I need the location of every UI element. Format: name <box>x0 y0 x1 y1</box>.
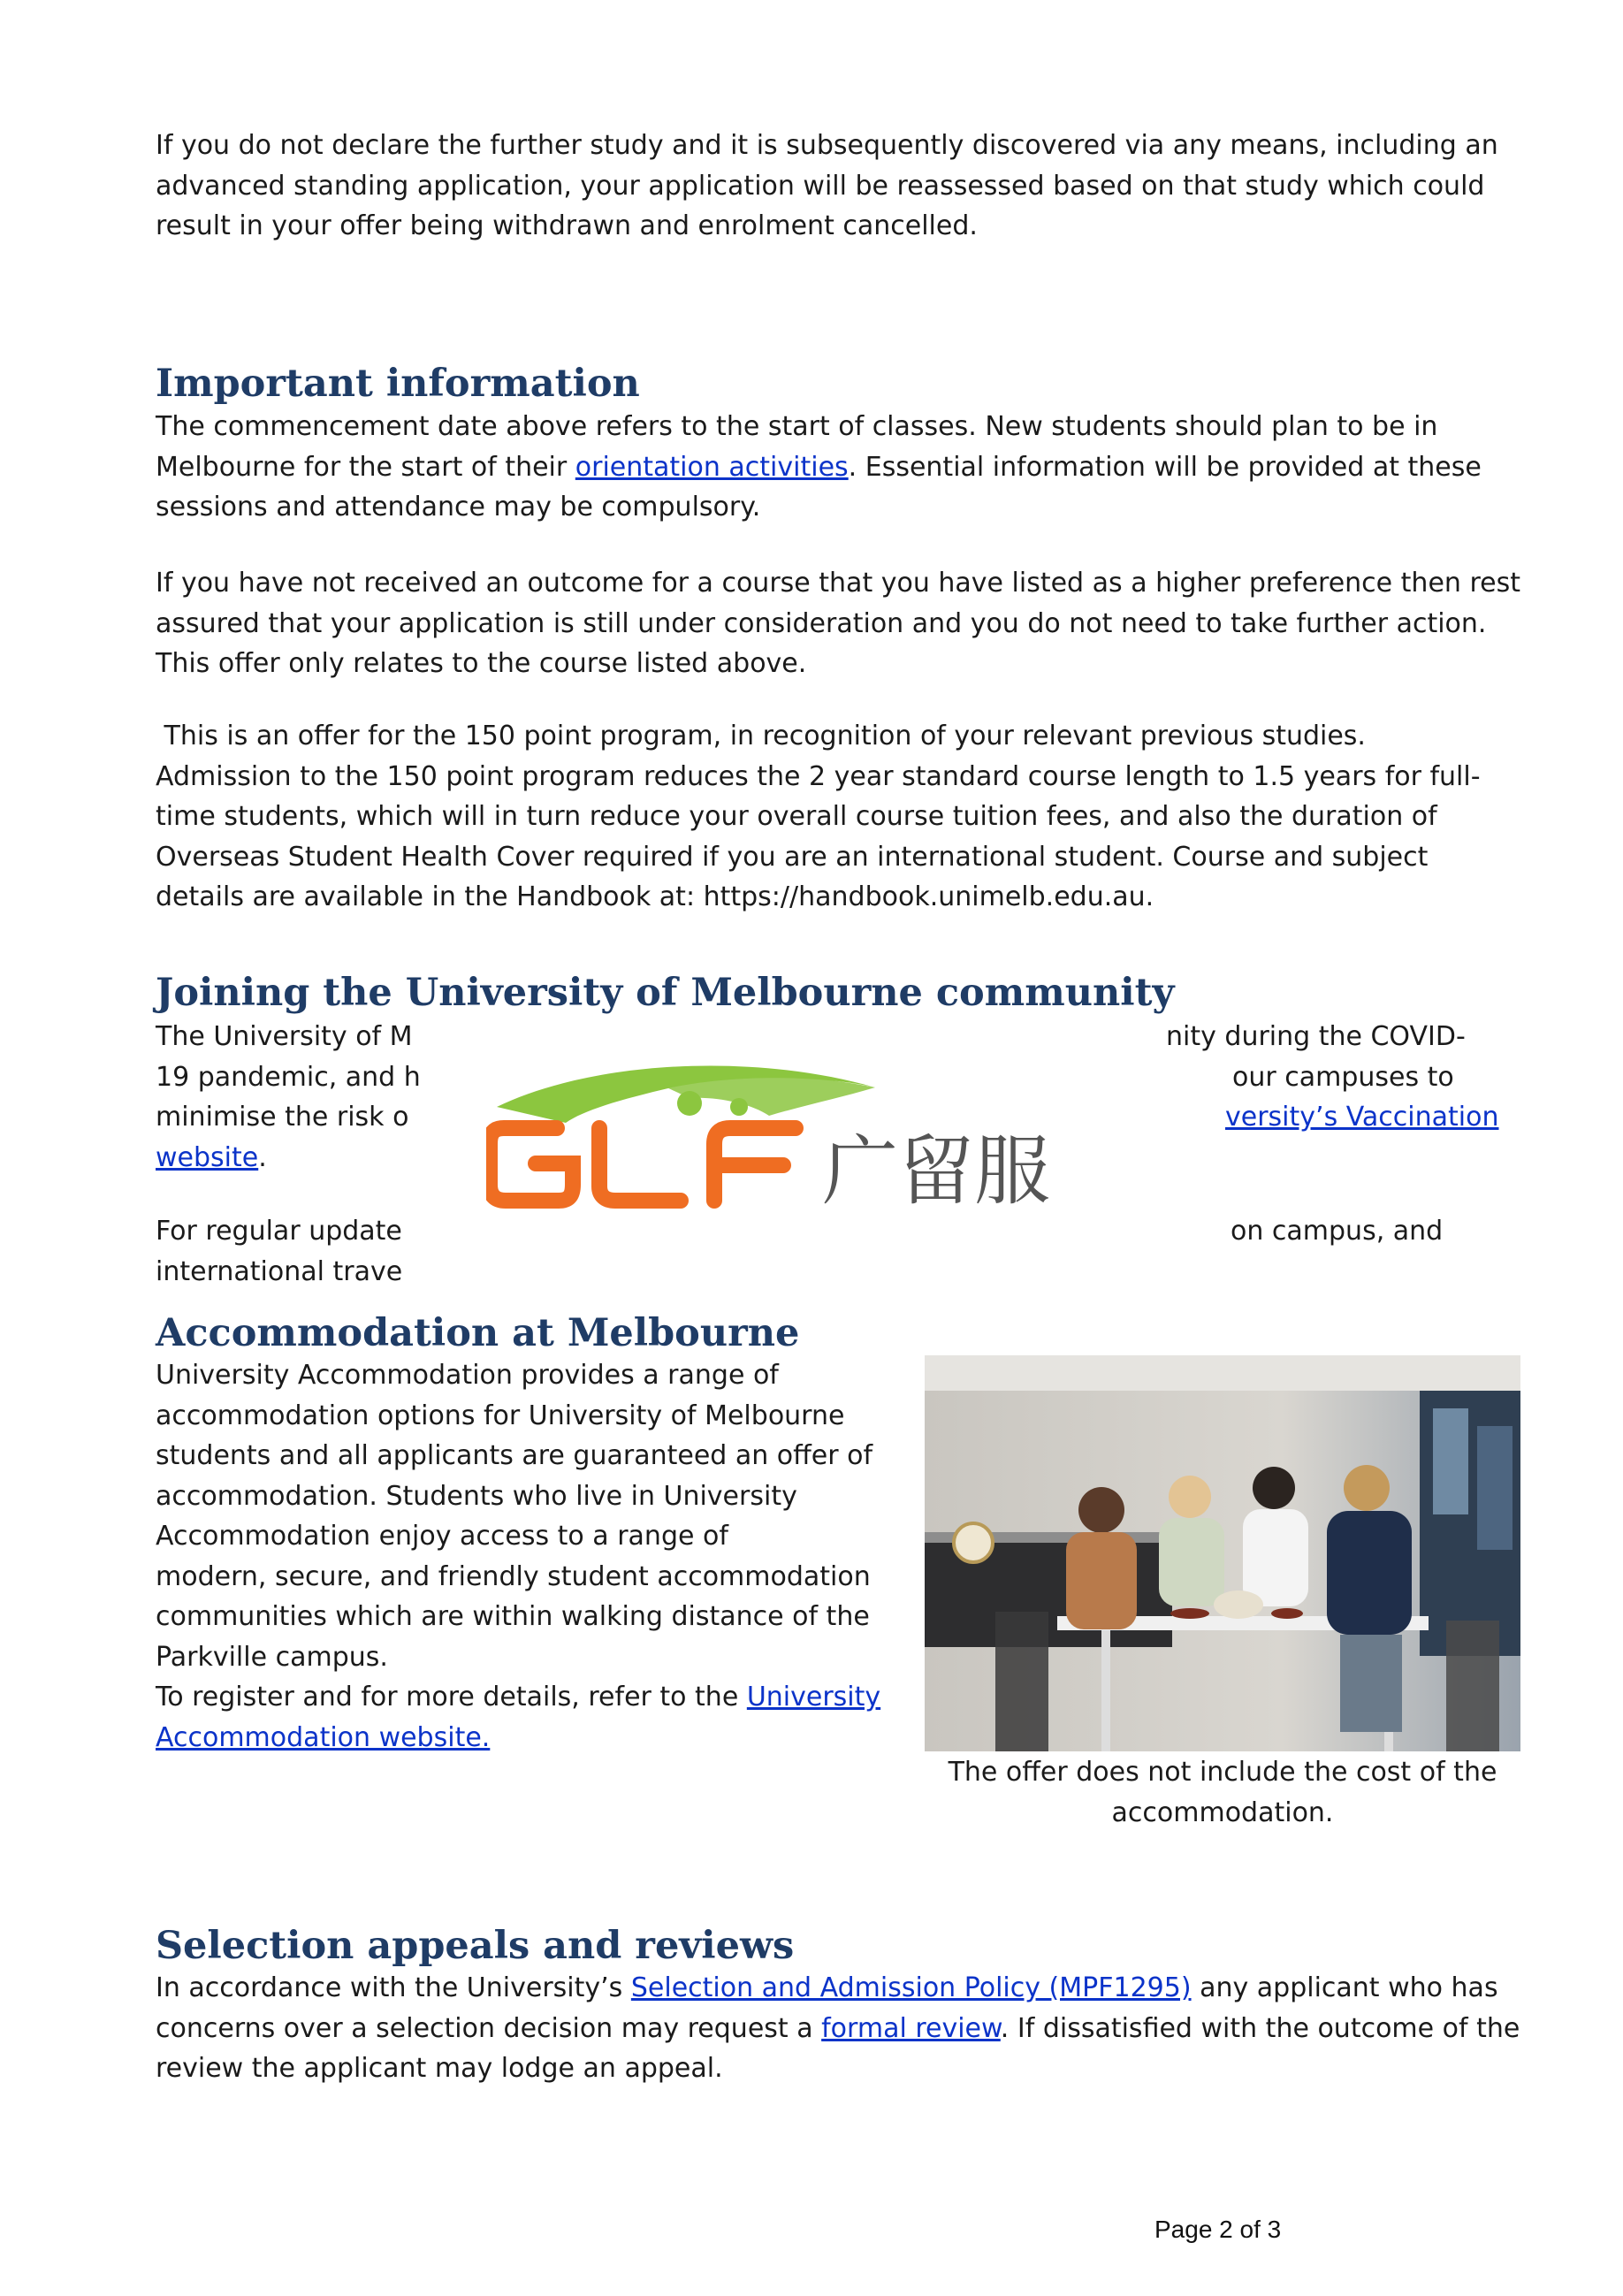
text-segment: on campus, and <box>1231 1216 1444 1247</box>
text-segment: . If dissatisfied with the outcome of the <box>1000 2012 1520 2044</box>
watermark-cn-text: 广留服 <box>822 1127 1050 1216</box>
text-line <box>156 447 1535 488</box>
text-segment: minimise the risk o <box>156 1102 409 1133</box>
glf-logo-icon <box>486 1052 1158 1217</box>
text-line <box>156 2009 1535 2049</box>
text-segment: Melbourne for the start of their <box>156 451 575 483</box>
text-line: accommodation. Students who live in University <box>156 1480 797 1512</box>
important-heading: Important information <box>156 362 640 406</box>
text-line: Admission to the 150 point program reduces the 2 year standard course length to 1.5 years for full- <box>156 760 1481 792</box>
text-line: This offer only relates to the course listed above. <box>156 648 807 679</box>
community-paragraph-2 <box>156 1211 1535 1292</box>
text-line: sessions and attendance may be compulsory. <box>156 492 761 523</box>
text-segment: In accordance with the University’s <box>156 1972 631 2003</box>
text-line: University Accommodation provides a range of <box>156 1360 779 1391</box>
caption-line: The offer does not include the cost of the <box>948 1757 1497 1788</box>
text-line: The commencement date above refers to the start of classes. New students should plan to be in <box>156 411 1438 442</box>
formal-review-link[interactable]: formal review <box>821 2012 1001 2044</box>
photo-caption <box>925 1752 1520 1833</box>
text-line: Accommodation enjoy access to a range of <box>156 1521 728 1552</box>
text-segment: our campuses to <box>1232 1061 1454 1093</box>
vaccination-website-link-cont[interactable]: website <box>156 1141 259 1173</box>
text-line: review the applicant may lodge an appeal. <box>156 2053 723 2084</box>
vaccination-website-link[interactable]: versity’s Vaccination <box>1225 1102 1499 1133</box>
text-line: time students, which will in turn reduce your overall course tuition fees, and also the duration of <box>156 801 1437 832</box>
text-segment: . <box>258 1141 267 1173</box>
page-number: Page 2 of 3 <box>1154 2216 1282 2243</box>
text-line: international trave <box>156 1255 403 1287</box>
accommodation-website-link[interactable]: University <box>746 1682 881 1712</box>
text-line <box>156 1211 1535 1252</box>
accommodation-photo <box>925 1355 1520 1751</box>
important-paragraph-3 <box>156 716 1535 918</box>
text-segment: The University of M <box>156 1021 413 1052</box>
text-segment: . Essential information will be provided at these <box>848 451 1482 483</box>
text-line <box>156 1677 898 1718</box>
orientation-activities-link[interactable]: orientation activities <box>575 451 849 483</box>
text-line: details are available in the Handbook at: https://handbook.unimelb.edu.au. <box>156 881 1154 912</box>
text-line: If you have not received an outcome for a course that you have listed as a higher preference then rest <box>156 568 1520 599</box>
selection-policy-link[interactable]: Selection and Admission Policy (MPF1295) <box>630 1972 1192 2003</box>
appeals-paragraph <box>156 1968 1535 2089</box>
text-line: This is an offer for the 150 point program, in recognition of your relevant previous studies. <box>156 721 1366 751</box>
text-segment: 19 pandemic, and h <box>156 1061 421 1093</box>
text-line: assured that your application is still under consideration and you do not need to take further action. <box>156 607 1487 639</box>
text-segment: concerns over a selection decision may request a <box>156 2012 822 2044</box>
text-line: students and all applicants are guaranteed an offer of <box>156 1440 873 1471</box>
text-line: Overseas Student Health Cover required if you are an international student. Course and subject <box>156 841 1429 873</box>
accommodation-heading: Accommodation at Melbourne <box>156 1311 800 1355</box>
text-segment: nity during the COVID- <box>1166 1021 1466 1052</box>
caption-line: accommodation. <box>1111 1796 1334 1828</box>
text-segment: To register and for more details, refer to the <box>156 1682 747 1712</box>
intro-line: result in your offer being withdrawn and enrolment cancelled. <box>156 210 978 241</box>
important-paragraph-1 <box>156 407 1535 528</box>
important-paragraph-2 <box>156 563 1535 684</box>
community-heading: Joining the University of Melbourne community <box>156 971 1175 1015</box>
intro-line: If you do not declare the further study and it is subsequently discovered via any means, including an <box>156 130 1498 161</box>
text-line <box>156 1968 1535 2009</box>
appeals-heading: Selection appeals and reviews <box>156 1924 795 1968</box>
text-line <box>156 1718 898 1758</box>
text-line: communities which are within walking distance of the <box>156 1601 870 1632</box>
text-line: accommodation options for University of Melbourne <box>156 1400 845 1431</box>
text-line: Parkville campus. <box>156 1641 388 1673</box>
text-line <box>156 1017 1535 1057</box>
intro-paragraph <box>156 126 1535 247</box>
students-dining-photo <box>925 1355 1520 1751</box>
text-line: modern, secure, and friendly student accommodation <box>156 1560 871 1592</box>
accommodation-paragraph <box>156 1355 898 1758</box>
text-segment: any applicant who has <box>1191 1972 1498 2003</box>
intro-line: advanced standing application, your application will be reassessed based on that study which could <box>156 170 1485 202</box>
accommodation-website-link-cont[interactable]: Accommodation website. <box>156 1721 491 1753</box>
text-segment: For regular update <box>156 1216 402 1247</box>
glf-watermark <box>486 1052 1158 1217</box>
